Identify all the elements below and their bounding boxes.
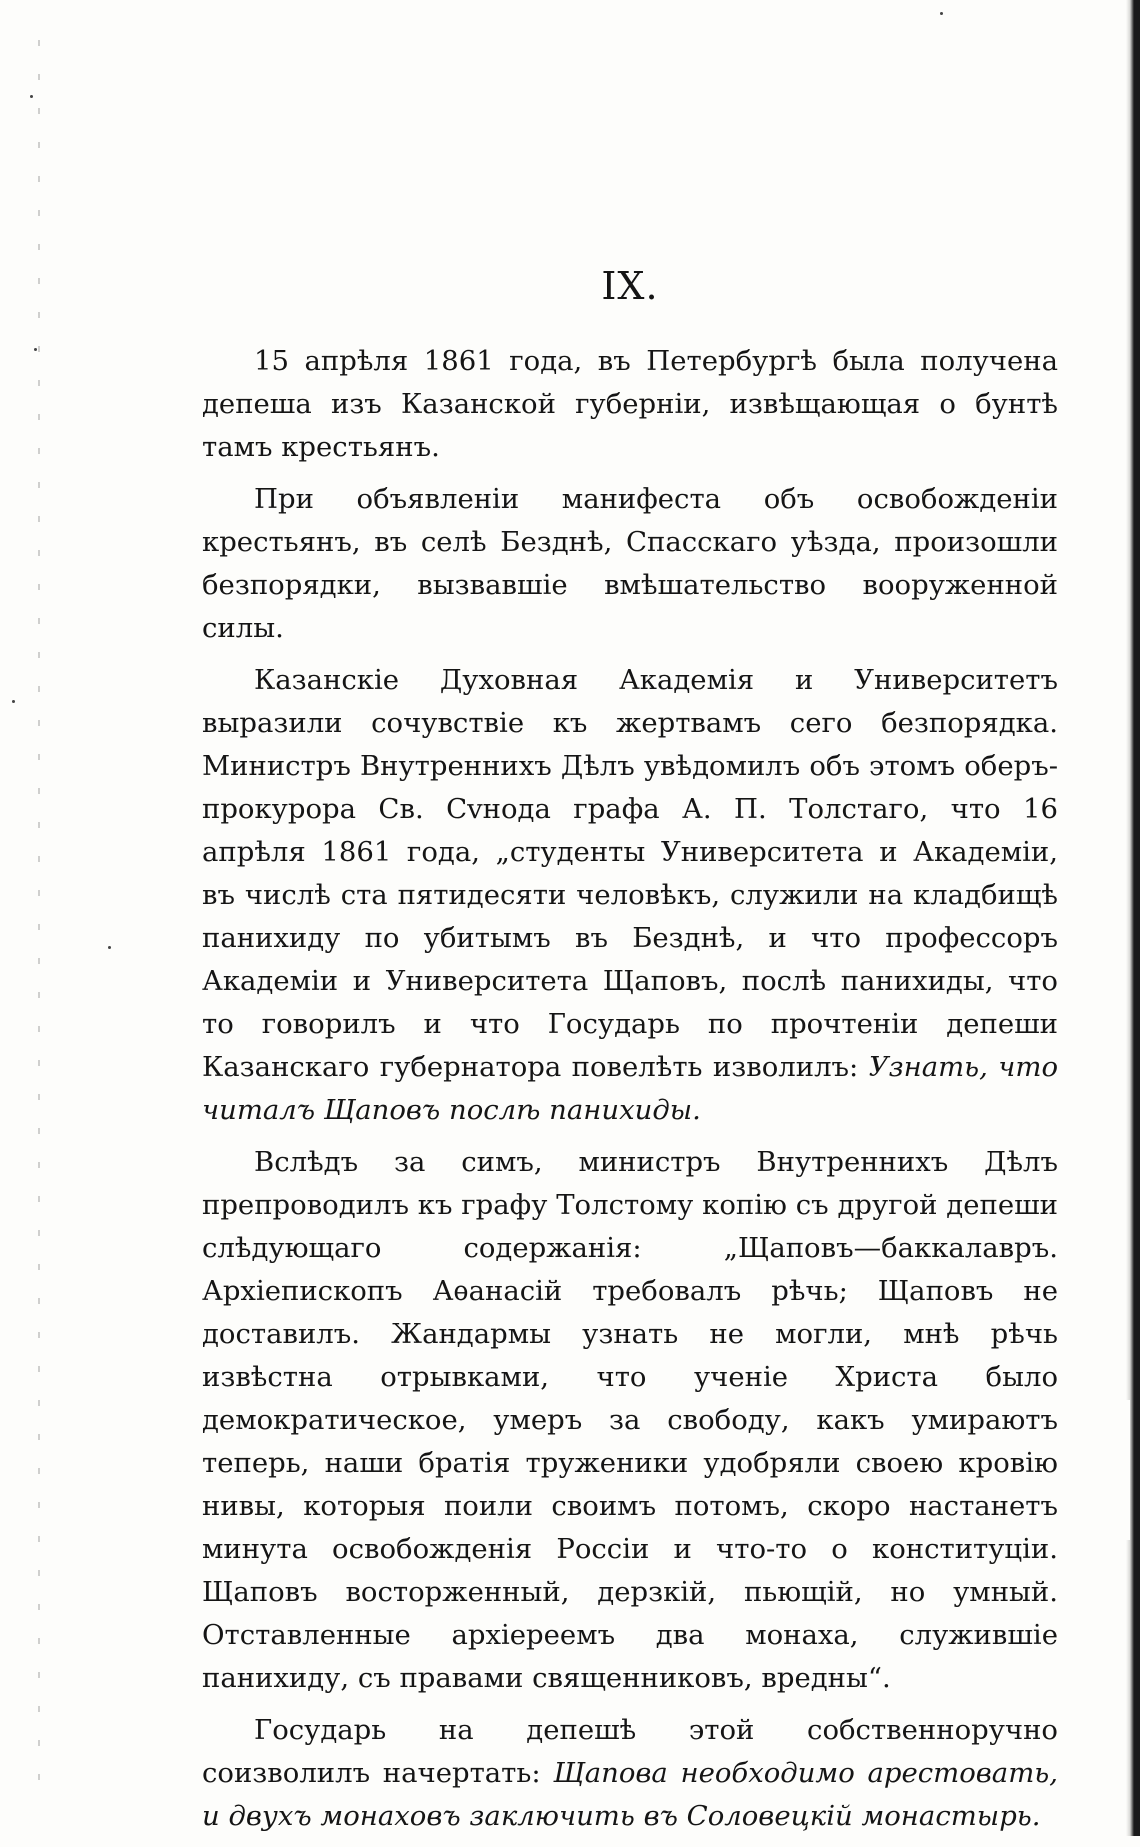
- paragraph-5: [202, 1709, 1058, 1838]
- paragraph-3-text: Казанскіе Духовная Академія и Университетъ выразили сочувствіе къ жертвамъ сего безпорядка. Министръ Внутреннихъ Дѣлъ увѣдомилъ объ этомъ оберъ-прокурора Св. Сvнода графа А. П. Толстаго, что 16 апрѣля 1861 года, „студенты Университета и Академіи, въ числѣ ста пятидесяти человѣкъ, служили на кладбищѣ панихиду по убитымъ въ Безднѣ, и что профессоръ Академіи и Университета Щаповъ, послѣ панихиды, что то говорилъ и что Государь по прочтеніи депеши Казанскаго губернатора повелѣть изволилъ:: [202, 664, 1058, 1083]
- scan-speck: [940, 12, 943, 15]
- paragraph-4: [202, 1141, 1058, 1700]
- chapter-heading: IX.: [601, 264, 659, 308]
- paragraph-3-emphasis: Узнать, что читалъ Щаповъ послѣ панихиды.: [202, 1051, 1058, 1126]
- paragraph-1-text: 15 апрѣля 1861 года, въ Петербургѣ была получена депеша изъ Казанской губерніи, извѣщающая о бунтѣ тамъ крестьянъ.: [202, 345, 1058, 463]
- paragraph-4-text: Вслѣдъ за симъ, министръ Внутреннихъ Дѣлъ препроводилъ къ графу Толстому копію съ другой депеши слѣдующаго содержанія: „Щаповъ—баккалавръ. Архіепископъ Аѳанасій требовалъ рѣчь; Щаповъ не доставилъ. Жандармы узнать не могли, мнѣ рѣчь извѣстна отрывками, что ученіе Христа было демократическое, умеръ за свободу, какъ умираютъ теперь, наши братія труженики удобряли своею кровію нивы, которыя поили своимъ потомъ, скоро настанетъ минута освобожденія Россіи и что-то о конституціи. Щаповъ восторженный, дерзкій, пьющій, но умный. Отставленные архіереемъ два монаха, служившіе панихиду, съ правами священниковъ, вредны“.: [202, 1146, 1058, 1694]
- scan-speck: [34, 348, 37, 351]
- paragraph-5-text: Государь на депешѣ этой собственноручно соизволилъ начертать:: [202, 1714, 1058, 1789]
- scan-speck: [30, 95, 33, 98]
- paragraph-3: [202, 659, 1058, 1132]
- page-edge-right: [1126, 0, 1140, 1836]
- scan-speck: [12, 700, 15, 703]
- page-edge-left: [38, 40, 40, 1780]
- paragraph-5-emphasis: Щапова необходимо арестовать, и двухъ монаховъ заключить въ Соловецкій монастырь.: [202, 1757, 1058, 1832]
- paragraph-2-text: При объявленіи манифеста объ освобожденіи крестьянъ, въ селѣ Безднѣ, Спасскаго уѣзда, произошли безпорядки, вызвавшіе вмѣшательство вооруженной силы.: [202, 483, 1058, 644]
- page-text-block: [202, 262, 1058, 1847]
- scan-speck: [108, 946, 111, 949]
- paragraph-2: [202, 478, 1058, 650]
- page-edge-gap: [1122, 1400, 1130, 1540]
- paragraph-1: [202, 340, 1058, 469]
